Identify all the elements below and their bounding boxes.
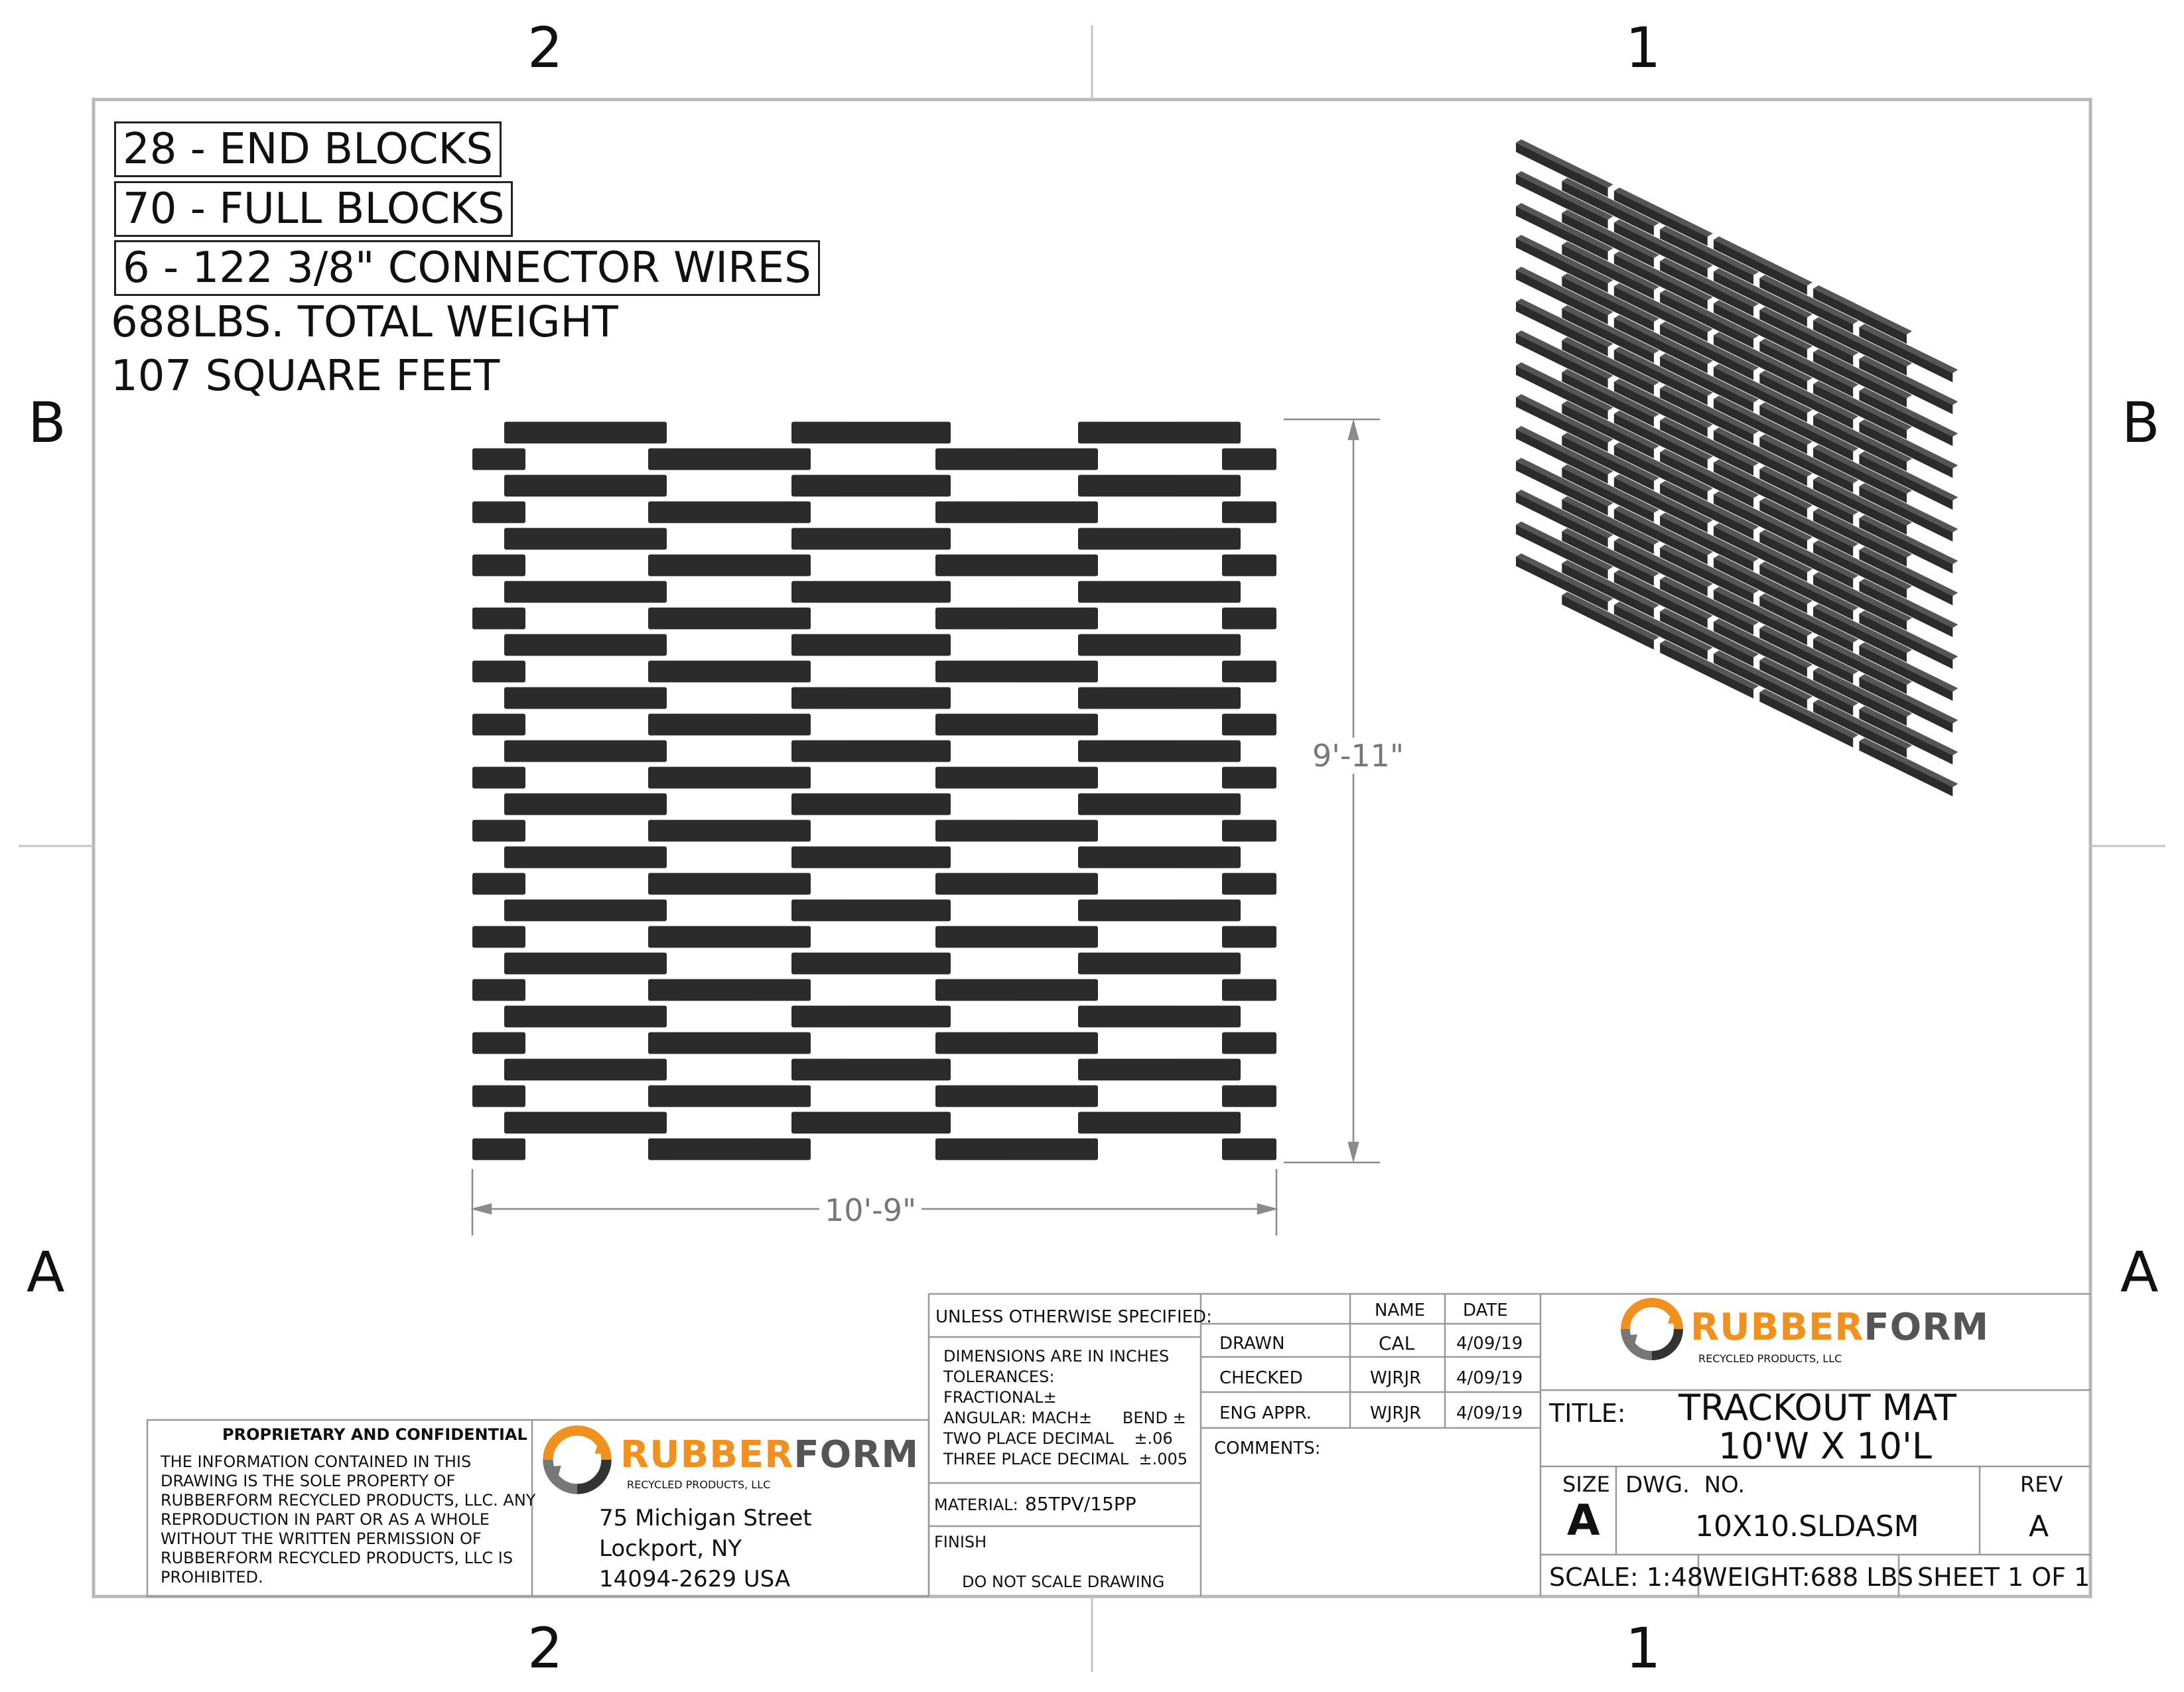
role-drawn: DRAWN xyxy=(1219,1334,1285,1354)
zone-label-right-a: A xyxy=(2120,1239,2159,1304)
zone-label-top-1: 1 xyxy=(1625,15,1661,80)
size-label: SIZE xyxy=(1562,1472,1610,1497)
rev-label: REV xyxy=(2020,1472,2063,1497)
title-line-1: TRACKOUT MAT xyxy=(1678,1387,1956,1429)
eng-appr-name: WJRJR xyxy=(1370,1403,1422,1423)
role-eng-appr: ENG APPR. xyxy=(1219,1403,1312,1423)
tolerance-line: THREE PLACE DECIMAL ±.005 xyxy=(943,1450,1188,1468)
proprietary-line: PROHIBITED. xyxy=(161,1568,263,1586)
do-not-scale: DO NOT SCALE DRAWING xyxy=(962,1573,1165,1591)
scale: SCALE: 1:48 xyxy=(1549,1563,1704,1592)
proprietary-line: WITHOUT THE WRITTEN PERMISSION OF xyxy=(161,1529,482,1548)
tolerance-line: TOLERANCES: xyxy=(943,1368,1055,1386)
sheet: SHEET 1 OF 1 xyxy=(1917,1563,2090,1592)
proprietary-line: RUBBERFORM RECYCLED PRODUCTS, LLC IS xyxy=(161,1549,513,1567)
note-square-feet: 107 SQUARE FEET xyxy=(111,352,500,401)
company-wordmark xyxy=(620,1433,919,1476)
tolerance-line: DIMENSIONS ARE IN INCHES xyxy=(943,1347,1170,1366)
dwg-no-value: 10X10.SLDASM xyxy=(1695,1510,1919,1543)
proprietary-heading: PROPRIETARY AND CONFIDENTIAL xyxy=(222,1425,527,1444)
wordmark-form: FORM xyxy=(1864,1306,1990,1349)
rev-value: A xyxy=(2029,1510,2049,1543)
zone-label-left-a: A xyxy=(27,1239,65,1304)
logo-mark-icon xyxy=(541,1423,614,1496)
title-logo xyxy=(1619,1296,1685,1365)
unless-specified: UNLESS OTHERWISE SPECIFIED: xyxy=(935,1307,1212,1327)
zone-label-bottom-1: 1 xyxy=(1625,1616,1661,1681)
note-full-blocks: 70 - FULL BLOCKS xyxy=(114,181,513,237)
note-total-weight: 688LBS. TOTAL WEIGHT xyxy=(111,298,618,347)
wordmark-rubber: RUBBER xyxy=(620,1433,794,1476)
proprietary-line: DRAWING IS THE SOLE PROPERTY OF xyxy=(161,1472,456,1490)
width-dimension-label: 10'-9" xyxy=(819,1192,921,1228)
company-logo xyxy=(541,1423,614,1499)
size-value: A xyxy=(1567,1496,1600,1545)
address-zip: 14094-2629 USA xyxy=(599,1566,791,1592)
title-label: TITLE: xyxy=(1549,1399,1626,1428)
tolerance-line: ANGULAR: MACH± BEND ± xyxy=(943,1409,1186,1427)
zone-label-left-b: B xyxy=(28,390,66,455)
eng-appr-date: 4/09/19 xyxy=(1456,1403,1523,1423)
checked-date: 4/09/19 xyxy=(1456,1368,1523,1388)
drawn-name: CAL xyxy=(1379,1332,1415,1354)
tolerance-line: TWO PLACE DECIMAL ±.06 xyxy=(943,1429,1173,1448)
zone-label-bottom-2: 2 xyxy=(527,1616,563,1681)
proprietary-line: RUBBERFORM RECYCLED PRODUCTS, LLC. ANY xyxy=(161,1491,536,1510)
address-city: Lockport, NY xyxy=(599,1535,742,1562)
proprietary-line: REPRODUCTION IN PART OR AS A WHOLE xyxy=(161,1510,490,1529)
col-date: DATE xyxy=(1463,1301,1508,1320)
wordmark-form: FORM xyxy=(793,1433,920,1476)
title-company-sub: RECYCLED PRODUCTS, LLC xyxy=(1698,1352,1842,1365)
note-end-blocks: 28 - END BLOCKS xyxy=(114,121,502,177)
zone-label-right-b: B xyxy=(2122,390,2160,455)
height-dimension-label: 9'-11" xyxy=(1307,738,1409,774)
title-wordmark xyxy=(1690,1306,1989,1349)
finish-label: FINISH xyxy=(934,1533,987,1551)
title-line-2: 10'W X 10'L xyxy=(1718,1425,1932,1467)
zone-label-top-2: 2 xyxy=(527,15,563,80)
checked-name: WJRJR xyxy=(1370,1368,1422,1388)
dwg-no-label: DWG. NO. xyxy=(1625,1472,1745,1498)
logo-mark-icon xyxy=(1619,1296,1685,1362)
material-value: 85TPV/15PP xyxy=(1025,1493,1136,1515)
tolerance-line: FRACTIONAL± xyxy=(943,1388,1057,1407)
drawn-date: 4/09/19 xyxy=(1456,1334,1523,1354)
wordmark-rubber: RUBBER xyxy=(1690,1306,1864,1349)
proprietary-line: THE INFORMATION CONTAINED IN THIS xyxy=(161,1452,472,1471)
note-connector-wires: 6 - 122 3/8" CONNECTOR WIRES xyxy=(114,240,820,296)
weight: WEIGHT:688 LBS xyxy=(1702,1563,1913,1592)
comments-label: COMMENTS: xyxy=(1214,1439,1321,1458)
address-street: 75 Michigan Street xyxy=(599,1505,812,1531)
role-checked: CHECKED xyxy=(1219,1368,1303,1388)
material-label: MATERIAL: xyxy=(934,1496,1018,1514)
company-sub: RECYCLED PRODUCTS, LLC xyxy=(627,1478,771,1491)
col-name: NAME xyxy=(1375,1301,1426,1320)
